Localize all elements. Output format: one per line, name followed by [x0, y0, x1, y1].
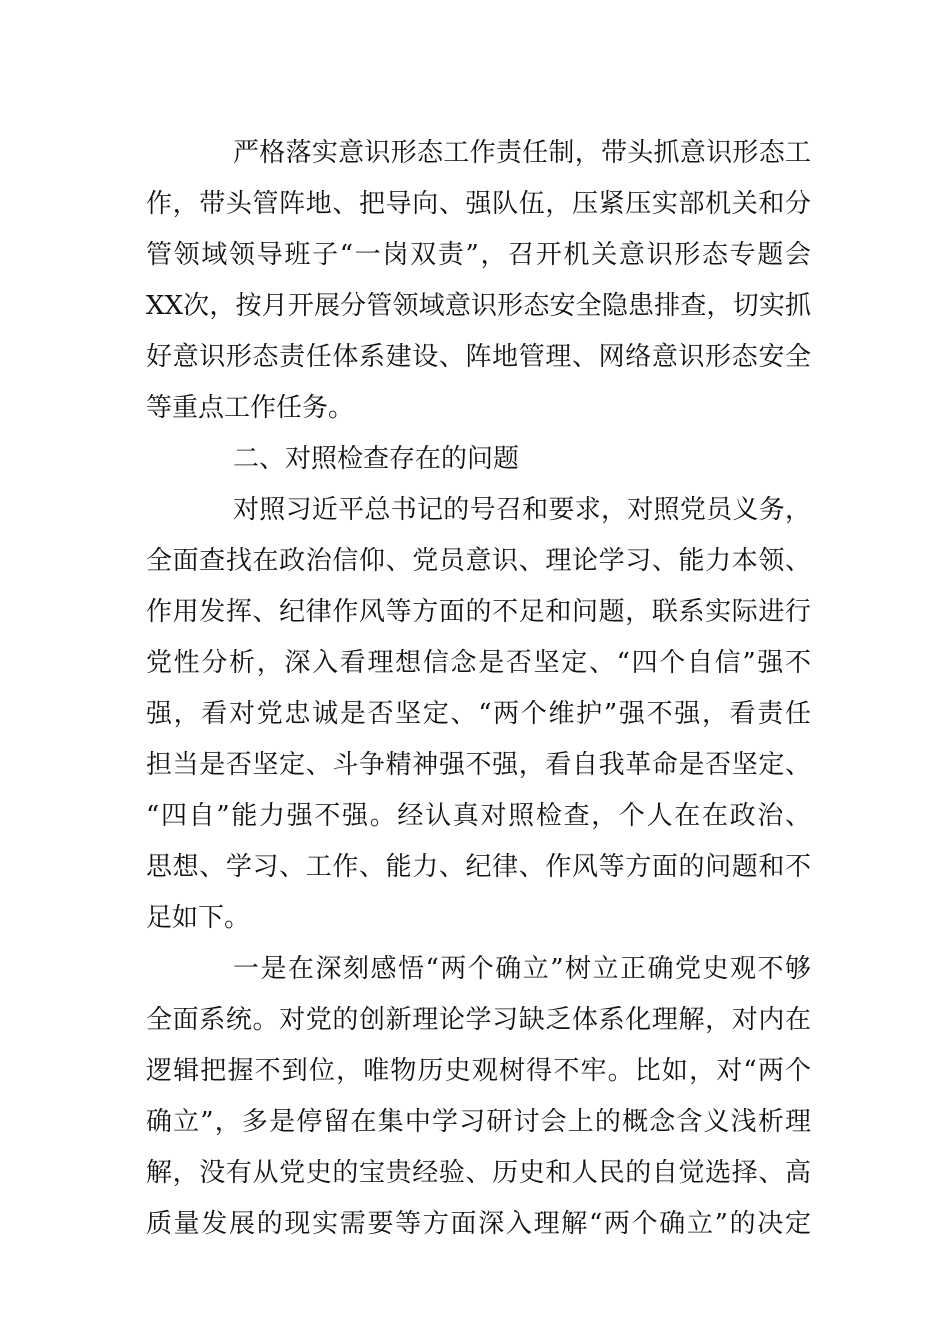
text-line: 作用发挥、纪律作风等方面的不足和问题，联系实际进行	[146, 597, 811, 627]
text-line: 党性分析，深入看理想信念是否坚定、“四个自信”强不	[146, 648, 811, 678]
text-line: 严格落实意识形态工作责任制，带头抓意识形态工	[233, 138, 811, 168]
text-line: “四自”能力强不强。经认真对照检查，个人在在政治、	[146, 801, 811, 831]
text-line: 等重点工作任务。	[146, 393, 355, 423]
text-line: 担当是否坚定、斗争精神强不强，看自我革命是否坚定、	[146, 750, 811, 780]
text-line: 管领域领导班子“一岗双责”，召开机关意识形态专题会	[146, 240, 811, 270]
text-line: 确立”，多是停留在集中学习研讨会上的概念含义浅析理	[146, 1107, 811, 1137]
text-line: XX次，按月开展分管领域意识形态安全隐患排查，切实抓	[146, 291, 811, 321]
text-line: 二、对照检查存在的问题	[233, 444, 520, 474]
text-line: 全面系统。对党的创新理论学习缺乏体系化理解，对内在	[146, 1005, 811, 1035]
text-line: 解，没有从党史的宝贵经验、历史和人民的自觉选择、高	[146, 1158, 811, 1188]
text-line: 强，看对党忠诚是否坚定、“两个维护”强不强，看责任	[146, 699, 811, 729]
document-body	[146, 128, 811, 1250]
text-line: 作，带头管阵地、把导向、强队伍，压紧压实部机关和分	[146, 189, 811, 219]
text-line: 足如下。	[146, 903, 251, 933]
text-line: 全面查找在政治信仰、党员意识、理论学习、能力本领、	[146, 546, 811, 576]
text-line: 思想、学习、工作、能力、纪律、作风等方面的问题和不	[146, 852, 811, 882]
text-line: 逻辑把握不到位，唯物历史观树得不牢。比如，对“两个	[146, 1056, 811, 1086]
text-line: 质量发展的现实需要等方面深入理解“两个确立”的决定	[146, 1209, 811, 1239]
text-line: 对照习近平总书记的号召和要求，对照党员义务，	[233, 495, 811, 525]
text-line: 好意识形态责任体系建设、阵地管理、网络意识形态安全	[146, 342, 811, 372]
text-line: 一是在深刻感悟“两个确立”树立正确党史观不够	[233, 954, 811, 984]
